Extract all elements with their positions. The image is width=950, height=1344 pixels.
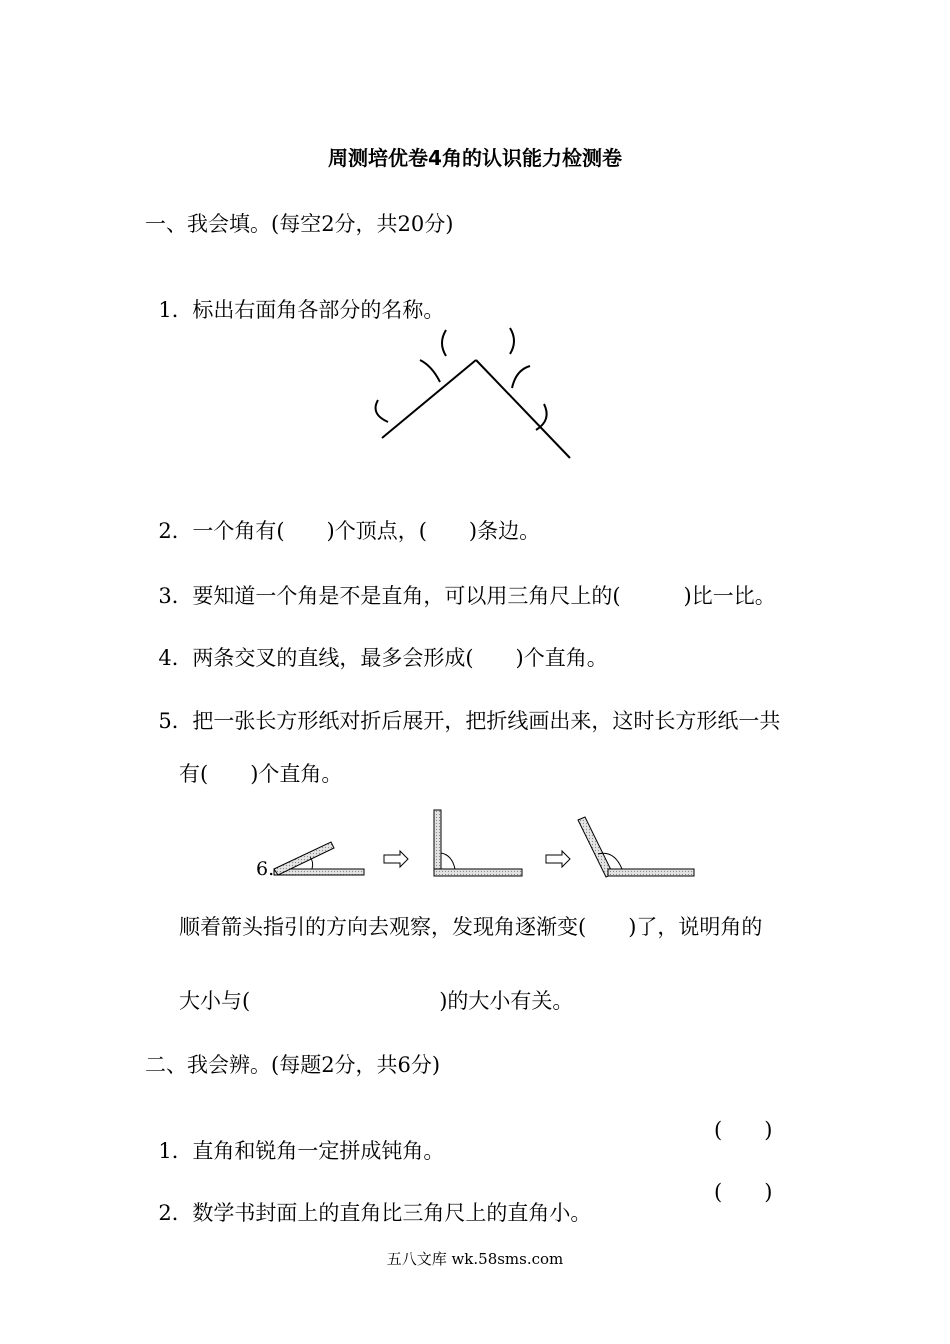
question-1-4 [145, 627, 608, 669]
arrow-right-icon [546, 851, 570, 867]
angle-arc [310, 857, 313, 869]
question-text: 数学书封面上的直角比三角尺上的直角小。 [192, 1201, 592, 1225]
question-number: 4． [158, 646, 193, 670]
question-number: 2． [158, 519, 193, 543]
question-1-5-continued: 有( )个直角。 [179, 762, 343, 786]
question-number: 1． [158, 298, 193, 322]
ruler-base [274, 869, 364, 875]
question-1-2 [145, 500, 540, 542]
question-1-6: 顺着箭头指引的方向去观察，发现角逐渐变( )了，说明角的 [179, 915, 763, 939]
question-2-1 [145, 1120, 444, 1162]
blank-paren-arc-left [420, 360, 440, 382]
question-text: 把一张长方形纸对折后展开，把折线画出来，这时长方形纸一共 [192, 709, 781, 733]
blank-paren-vertex-left [442, 330, 446, 356]
ruler-base [608, 869, 694, 876]
question-text: 一个角有( )个顶点，( )条边。 [192, 519, 541, 543]
arrow-right-icon [384, 851, 408, 867]
angle-arc [598, 853, 622, 869]
ruler-arm [434, 810, 441, 876]
question-text: 要知道一个角是不是直角，可以用三角尺上的( )比一比。 [192, 584, 776, 608]
blank-paren-side-right [536, 404, 547, 430]
page-title: 周测培优卷4角的认识能力检测卷 [328, 146, 622, 170]
question-1-3 [145, 565, 776, 607]
angle-arc [441, 853, 455, 869]
question-1-5 [145, 690, 780, 732]
question-text: 两条交叉的直线，最多会形成( )个直角。 [192, 646, 608, 670]
answer-blank: ( ) [714, 1180, 773, 1204]
section2-heading: 二、我会辨。(每题2分，共6分) [145, 1053, 441, 1077]
section1-heading: 一、我会填。(每空2分，共20分) [145, 212, 454, 236]
footer-watermark: 五八文库 wk.58sms.com [386, 1250, 564, 1268]
question-1-1 [145, 279, 444, 321]
ruler-base [434, 869, 522, 876]
question-number: 2． [158, 1201, 193, 1225]
answer-blank: ( ) [714, 1118, 773, 1142]
question-text: 直角和锐角一定拼成钝角。 [192, 1139, 445, 1163]
question-number: 3． [158, 584, 193, 608]
ruler-arm [578, 817, 613, 877]
question-number: 1． [158, 1139, 193, 1163]
stage-obtuse [578, 817, 694, 877]
question-1-6-continued: 大小与( )的大小有关。 [179, 989, 574, 1013]
question-2-2 [145, 1182, 591, 1224]
question-number: 6. [256, 858, 275, 880]
ruler-arm [274, 842, 334, 875]
stage-acute [274, 842, 364, 875]
angle-side-left [382, 360, 476, 438]
blank-paren-arc-right [512, 366, 530, 388]
question-number: 5． [158, 709, 193, 733]
question-text: 标出右面角各部分的名称。 [192, 298, 445, 322]
angle-side-right [476, 360, 570, 458]
blank-paren-vertex-right [510, 328, 514, 354]
blank-paren-side-left [376, 400, 388, 422]
stage-right [434, 810, 522, 876]
